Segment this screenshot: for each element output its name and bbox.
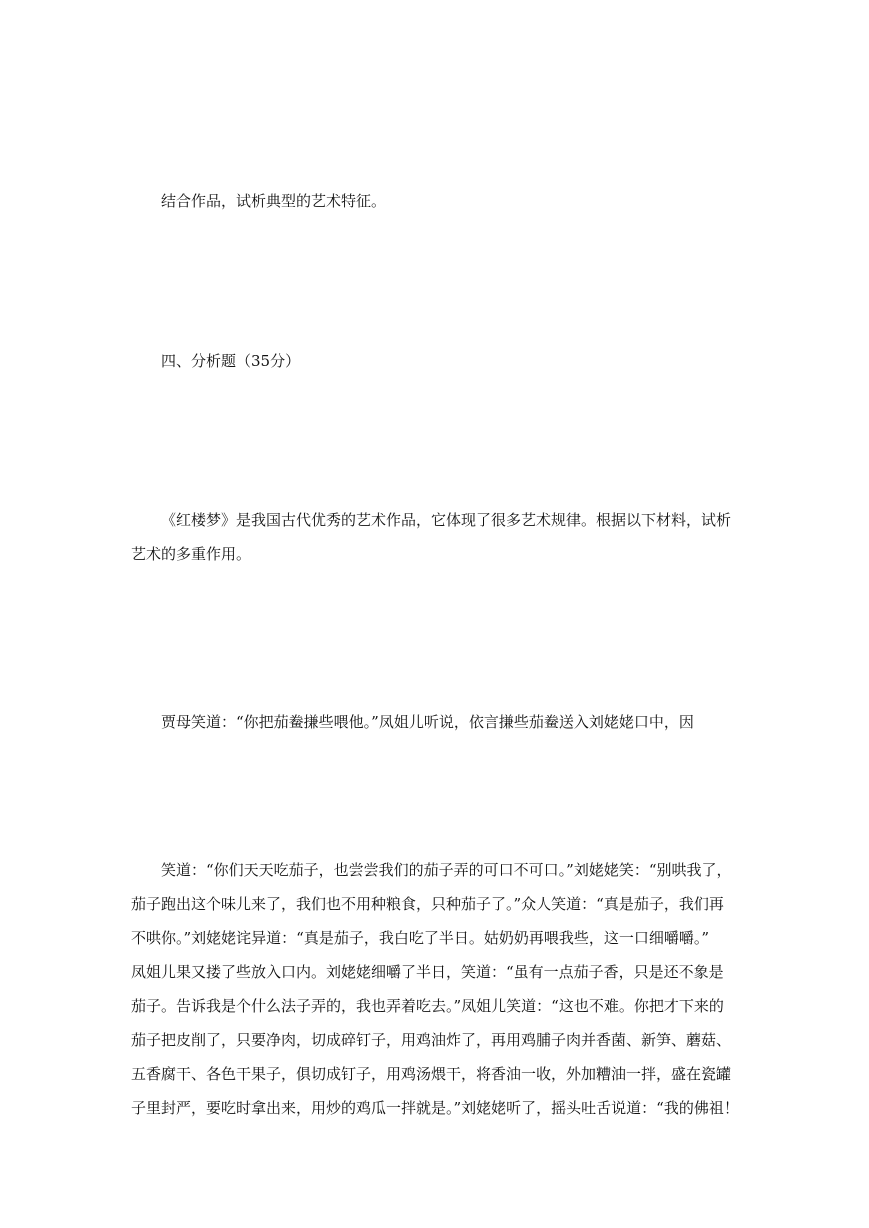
heading-text: 四、分析题（35分） (161, 352, 301, 370)
text-line: 子里封严，要吃时拿出来，用炒的鸡瓜一拌就是。”刘姥姥听了，摇头吐舌说道：“我的佛祖！ (131, 1099, 739, 1117)
text-line: 笑道：“你们天天吃茄子，也尝尝我们的茄子弄的可口不可口。”刘姥姥笑：“别哄我了， (161, 861, 732, 879)
text-line: 不哄你。”刘姥姥诧异道：“真是茄子，我白吃了半日。姑奶奶再喂我些，这一口细嚼嚼。” (131, 929, 710, 947)
text-line: 《红楼梦》是我国古代优秀的艺术作品，它体现了很多艺术规律。根据以下材料，试析 (161, 511, 732, 529)
text-line: 茄子。告诉我是个什么法子弄的，我也弄着吃去。”凤姐儿笑道：“这也不难。你把才下来的 (131, 997, 724, 1015)
text-line: 凤姐儿果又搂了些放入口内。刘姥姥细嚼了半日，笑道：“虽有一点茄子香，只是还不象是 (131, 963, 724, 981)
paragraph-analysis-prompt (131, 184, 741, 218)
text-line: 茄子跑出这个味儿来了，我们也不用种粮食，只种茄子了。”众人笑道：“真是茄子，我们再 (131, 895, 724, 913)
paragraph-question (131, 503, 741, 571)
text-line: 茄子把皮削了，只要净肉，切成碎钉子，用鸡油炸了，再用鸡脯子肉并香菌、新笋、蘑菇、 (131, 1031, 732, 1049)
section-heading (131, 344, 741, 378)
text-line: 五香腐干、各色干果子，俱切成钉子，用鸡汤煨干，将香油一收，外加糟油一拌，盛在瓷罐 (131, 1065, 732, 1083)
text-line: 艺术的多重作用。 (131, 545, 252, 563)
text-line: 结合作品，试析典型的艺术特征。 (161, 192, 387, 210)
text-line: 贾母笑道：“你把茄鲞搛些喂他。”凤姐儿听说，依言搛些茄鲞送入刘姥姥口中，因 (161, 713, 694, 731)
paragraph-quote-body (131, 853, 741, 1125)
paragraph-quote-start (131, 705, 741, 739)
